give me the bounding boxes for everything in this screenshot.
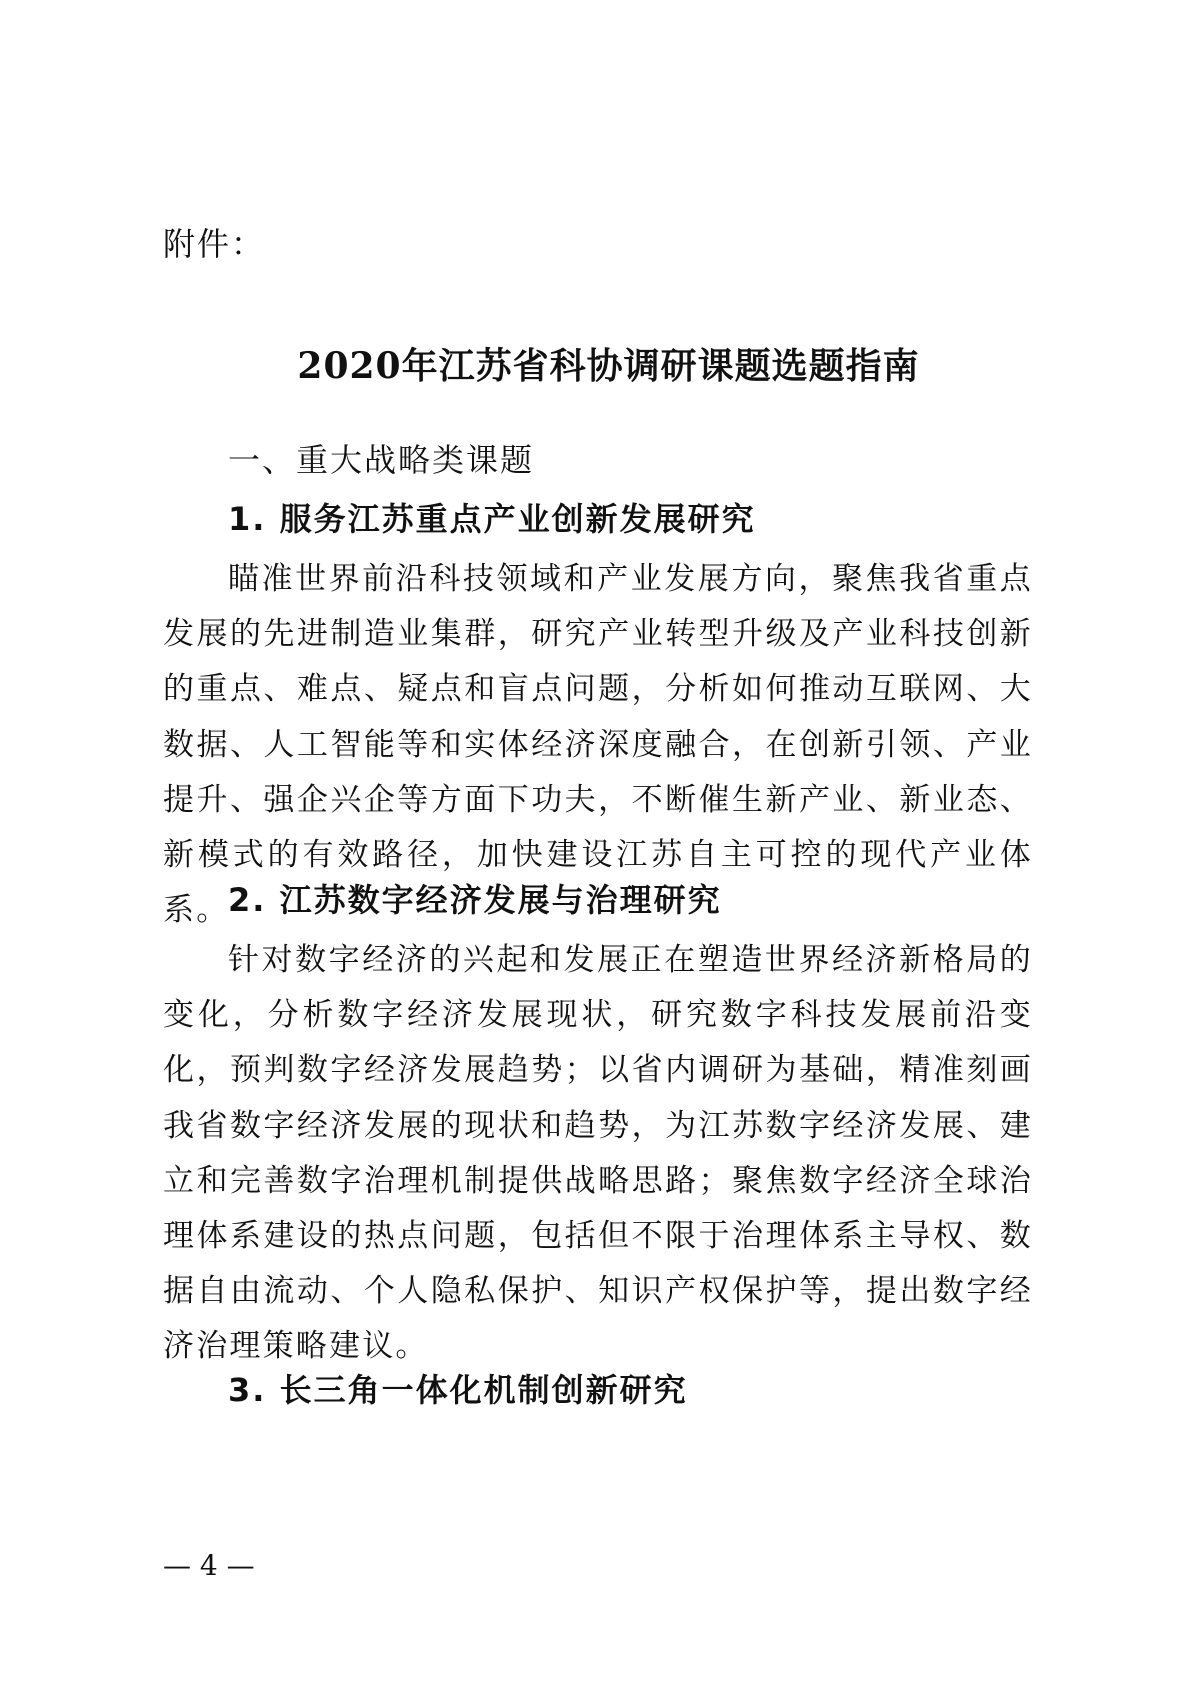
topic-2-body: 针对数字经济的兴起和发展正在塑造世界经济新格局的变化，分析数字经济发展现状，研究数字科技发展前沿变化，预判数字经济发展趋势；以省内调研为基础，精准刻画我省数字经济发展的现状和趋势，为江苏数字经济发展、建立和完善数字治理机制提供战略思路；聚焦数字经济全球治理体系建设的热点问题，包括但不限于治理体系主导权、数据自由流动、个人隐私保护、知识产权保护等，提出数字经济治理策略建议。: [163, 942, 1033, 1365]
document-title: 2020年江苏省科协调研课题选题指南: [297, 345, 920, 387]
topic-2-title: 2. 江苏数字经济发展与治理研究: [228, 881, 722, 919]
topic-1-body: 瞄准世界前沿科技领域和产业发展方向，聚焦我省重点发展的先进制造业集群，研究产业转型升级及产业科技创新的重点、难点、疑点和盲点问题，分析如何推动互联网、大数据、人工智能等和实体经济深度融合，在创新引领、产业提升、强企兴企等方面下功夫，不断催生新产业、新业态、新模式的有效路径，加快建设江苏自主可控的现代产业体系。: [163, 561, 1033, 929]
page-number: — 4 —: [163, 1549, 255, 1582]
attachment-label: 附件：: [163, 225, 266, 263]
topic-3-title: 3. 长三角一体化机制创新研究: [228, 1371, 688, 1409]
section-heading: 一、重大战略类课题: [228, 441, 535, 479]
topic-1-title: 1. 服务江苏重点产业创新发展研究: [228, 500, 756, 538]
